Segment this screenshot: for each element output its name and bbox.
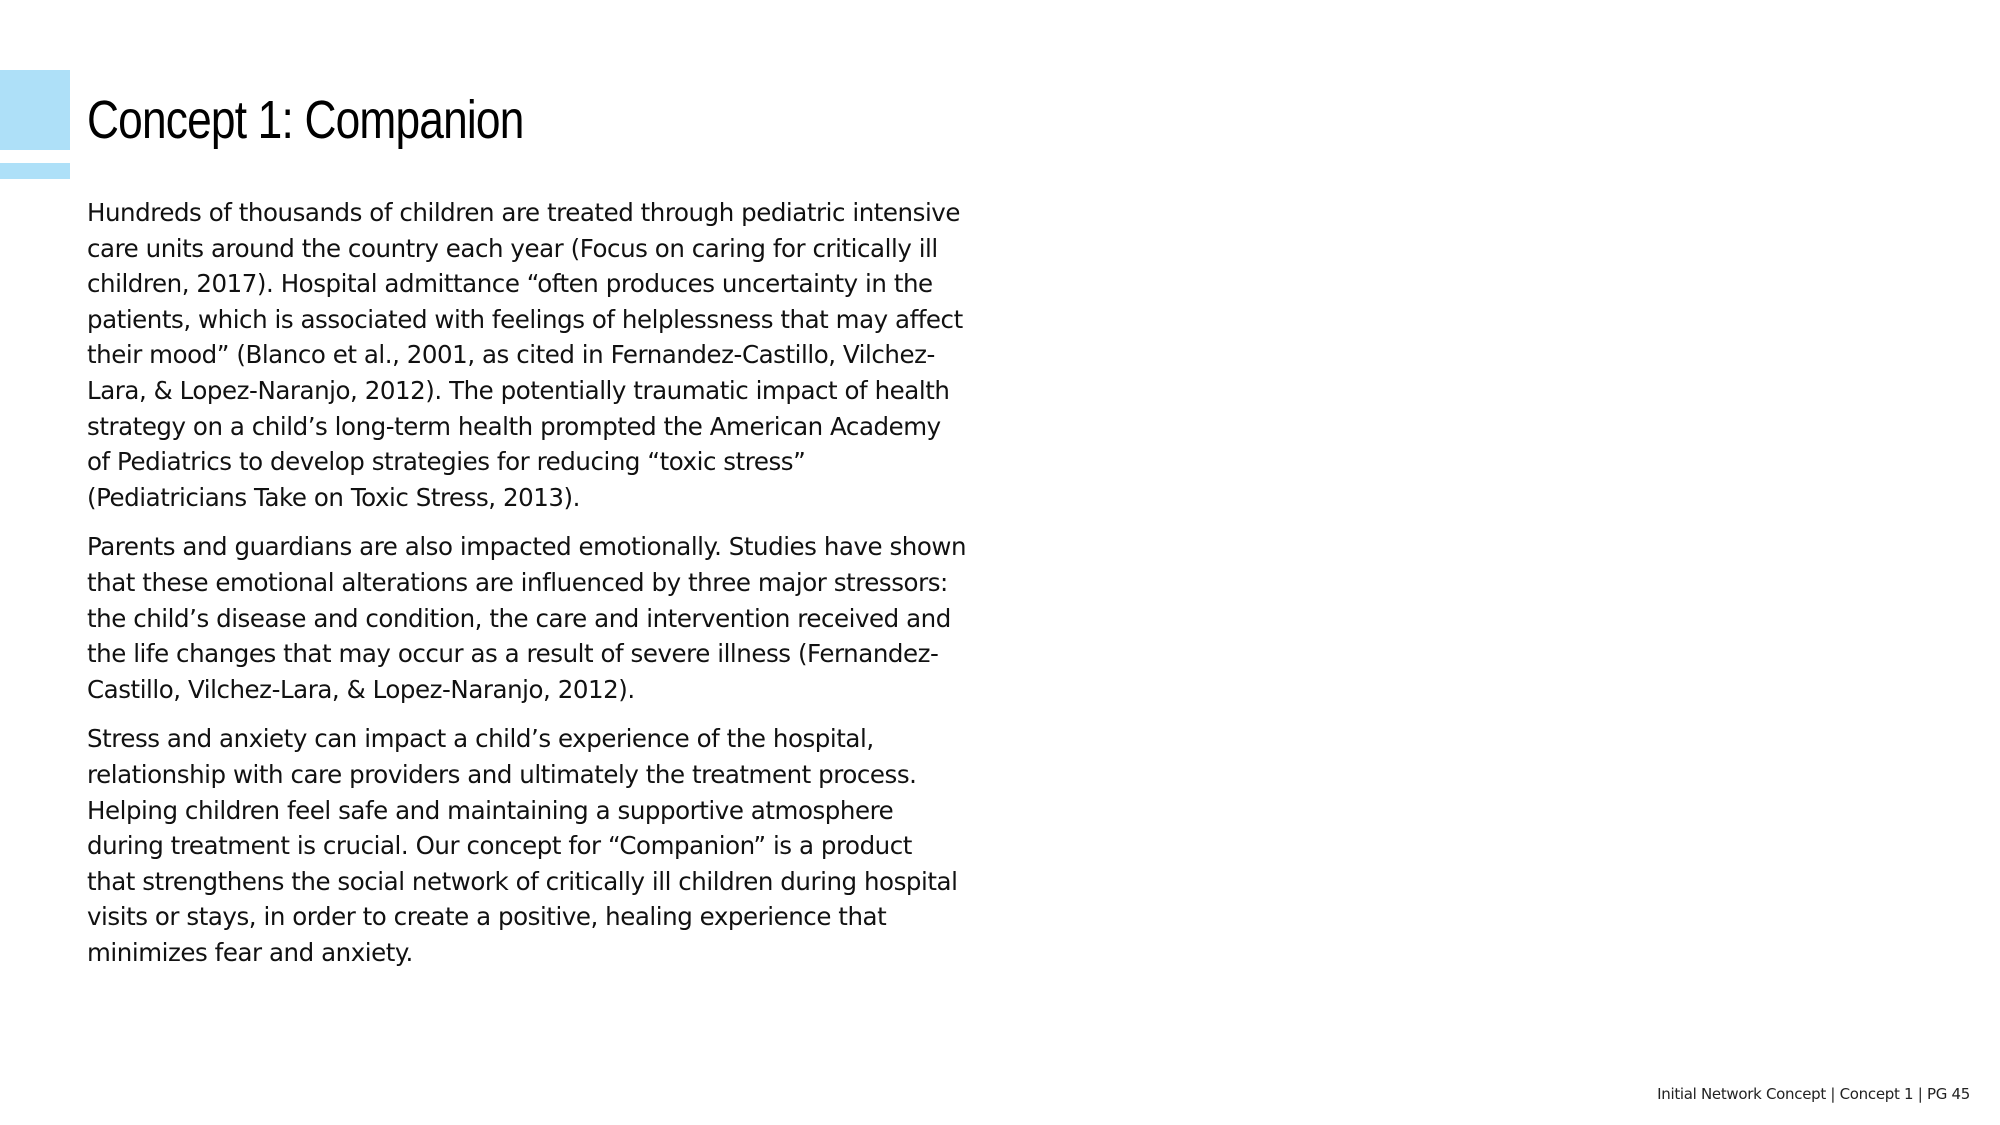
paragraph-2: Parents and guardians are also impacted emotionally. Studies have shown that these emotional alterations are influenced by three major stressors: the child’s disease and condition, the care and intervention received and the life changes that may occur as a result of severe illness (Fernandez-Castillo, Vilchez-Lara, & Lopez-Naranjo, 2012). bbox=[87, 532, 967, 704]
page-footer: Initial Network Concept | Concept 1 | PG 45 bbox=[1657, 1085, 1970, 1103]
accent-block bbox=[0, 70, 70, 150]
paragraph-3: Stress and anxiety can impact a child’s experience of the hospital, relationship with care providers and ultimately the treatment process. Helping children feel safe and maintaining a supportive atmosphere during treatment is crucial. Our concept for “Companion” is a product that strengthens the social network of critically ill children during hospital visits or stays, in order to create a positive, healing experience that minimizes fear and anxiety. bbox=[87, 724, 958, 967]
accent-bar bbox=[0, 163, 70, 179]
page-title: Concept 1: Companion bbox=[87, 90, 524, 150]
paragraph-1: Hundreds of thousands of children are treated through pediatric intensive care units around the country each year (Focus on caring for critically ill children, 2017). Hospital admittance “often produces uncertainty in the patients, which is associated with feelings of helplessness that may affect their mood” (Blanco et al., 2001, as cited in Fernandez-Castillo, Vilchez-Lara, & Lopez-Naranjo, 2012). The potentially traumatic impact of health strategy on a child’s long-term health prompted the American Academy of Pediatrics to develop strategies for reducing “toxic stress” (Pediatricians Take on Toxic Stress, 2013). bbox=[87, 198, 963, 512]
body-text bbox=[87, 195, 967, 984]
